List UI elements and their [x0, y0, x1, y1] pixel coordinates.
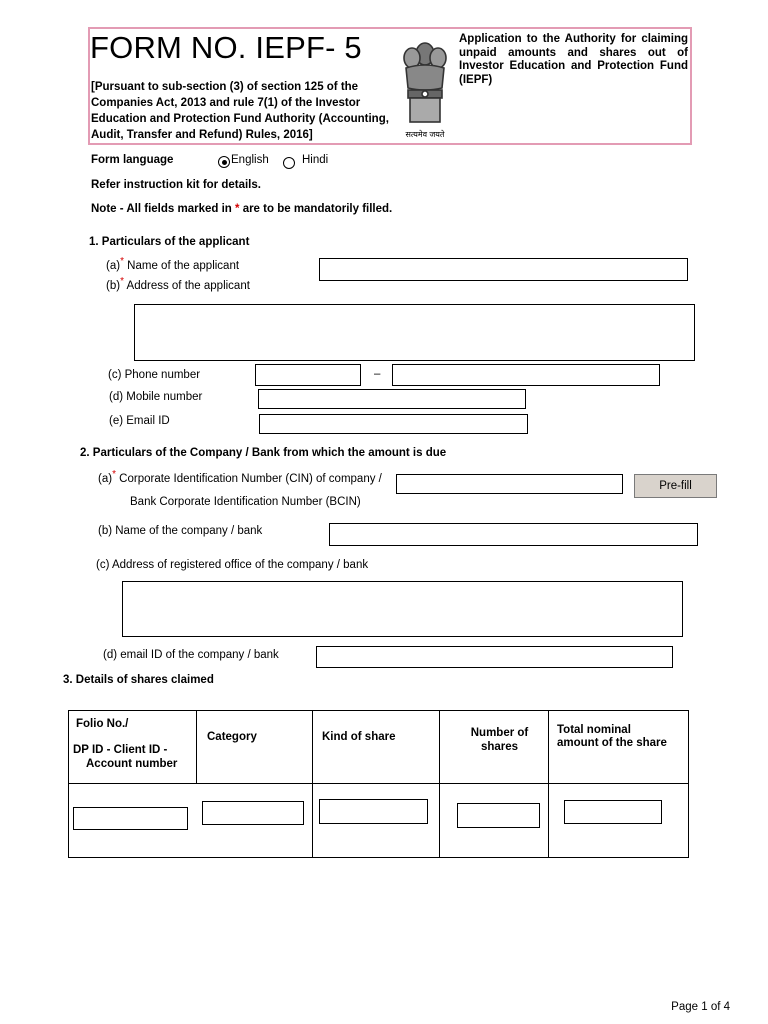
applicant-address-input[interactable] [134, 304, 695, 361]
col-folio-line2: DP ID - Client ID - [73, 744, 168, 756]
required-star: * [235, 203, 240, 215]
section-1-title: 1. Particulars of the applicant [89, 236, 250, 248]
page-indicator: Page 1 of 4 [671, 1001, 730, 1013]
col-number-line1: Number of [470, 727, 529, 739]
section-3-title: 3. Details of shares claimed [63, 674, 214, 686]
mandatory-note-prefix: Note - All fields marked in [91, 203, 232, 215]
phone-number-input[interactable] [392, 364, 660, 386]
applicant-name-label [106, 256, 240, 272]
phone-std-code-input[interactable] [255, 364, 361, 386]
radio-selected-dot [222, 160, 227, 165]
applicant-name-input[interactable] [319, 258, 688, 281]
col-kind-of-share: Kind of share [322, 731, 396, 743]
section-2-title: 2. Particulars of the Company / Bank from which the amount is due [80, 447, 447, 459]
cin-prefix: (a) [98, 473, 113, 485]
folio-input[interactable] [73, 807, 188, 830]
applicant-name-text: Name of the applicant [127, 260, 240, 272]
table-divider [196, 711, 197, 783]
email-id-input[interactable] [259, 414, 528, 434]
cin-input[interactable] [396, 474, 623, 494]
category-input[interactable] [202, 801, 304, 825]
nominal-amount-input[interactable] [564, 800, 662, 824]
applicant-address-text: Address of the applicant [126, 280, 250, 292]
col-nominal-line2: amount of the share [557, 737, 667, 749]
radio-hindi[interactable] [283, 157, 295, 169]
company-email-label: (d) email ID of the company / bank [103, 649, 279, 661]
applicant-address-prefix: (b) [106, 280, 121, 292]
cin-label [98, 469, 382, 485]
cin-label-line1: Corporate Identification Number (CIN) of company / [119, 473, 382, 485]
phone-separator: – [374, 368, 381, 380]
application-title: Application to the Authority for claiming unpaid amounts and shares out of Investor Education and Protection Fund (IEPF) [459, 33, 688, 86]
company-email-input[interactable] [316, 646, 673, 668]
pursuant-text: [Pursuant to sub-section (3) of section 125 of the Companies Act, 2013 and rule 7(1) of the Investor Education and Protection Fund Authority (Accounting, Audit, Transfer and Refund) Rules, 2016] [91, 81, 389, 141]
company-address-label: (c) Address of registered office of the company / bank [96, 559, 369, 571]
company-name-input[interactable] [329, 523, 698, 546]
col-number-line2: shares [480, 741, 519, 753]
applicant-name-prefix: (a) [106, 260, 121, 272]
col-nominal-line1: Total nominal [557, 724, 631, 736]
form-language-label: Form language [91, 154, 174, 166]
shares-table [68, 710, 689, 858]
table-divider [312, 711, 313, 857]
company-address-input[interactable] [122, 581, 683, 637]
applicant-address-label [106, 276, 250, 292]
cin-label-line2: Bank Corporate Identification Number (BCIN) [130, 496, 361, 508]
col-category: Category [207, 731, 257, 743]
company-name-label: (b) Name of the company / bank [98, 525, 263, 537]
email-id-label: (e) Email ID [109, 415, 170, 427]
required-star: * [120, 276, 124, 287]
refer-instruction-text: Refer instruction kit for details. [91, 179, 261, 191]
national-emblem-icon [396, 34, 454, 140]
radio-english[interactable] [218, 156, 230, 168]
radio-hindi-label[interactable]: Hindi [302, 154, 329, 166]
prefill-button[interactable]: Pre-fill [634, 474, 717, 498]
mobile-number-label: (d) Mobile number [109, 391, 203, 403]
table-divider [69, 783, 688, 784]
number-of-shares-input[interactable] [457, 803, 540, 828]
kind-of-share-input[interactable] [319, 799, 428, 824]
form-title: FORM NO. IEPF- 5 [90, 30, 362, 65]
col-folio-line1: Folio No./ [76, 718, 129, 730]
mandatory-note-suffix: are to be mandatorily filled. [242, 203, 393, 215]
mandatory-note [91, 203, 392, 215]
phone-number-label: (c) Phone number [108, 369, 201, 381]
emblem-caption: सत्यमेव जयते [405, 130, 445, 139]
radio-english-label[interactable]: English [231, 154, 269, 166]
required-star: * [112, 469, 116, 480]
col-folio-line3: Account number [86, 758, 178, 770]
mobile-number-input[interactable] [258, 389, 526, 409]
required-star: * [120, 256, 124, 267]
